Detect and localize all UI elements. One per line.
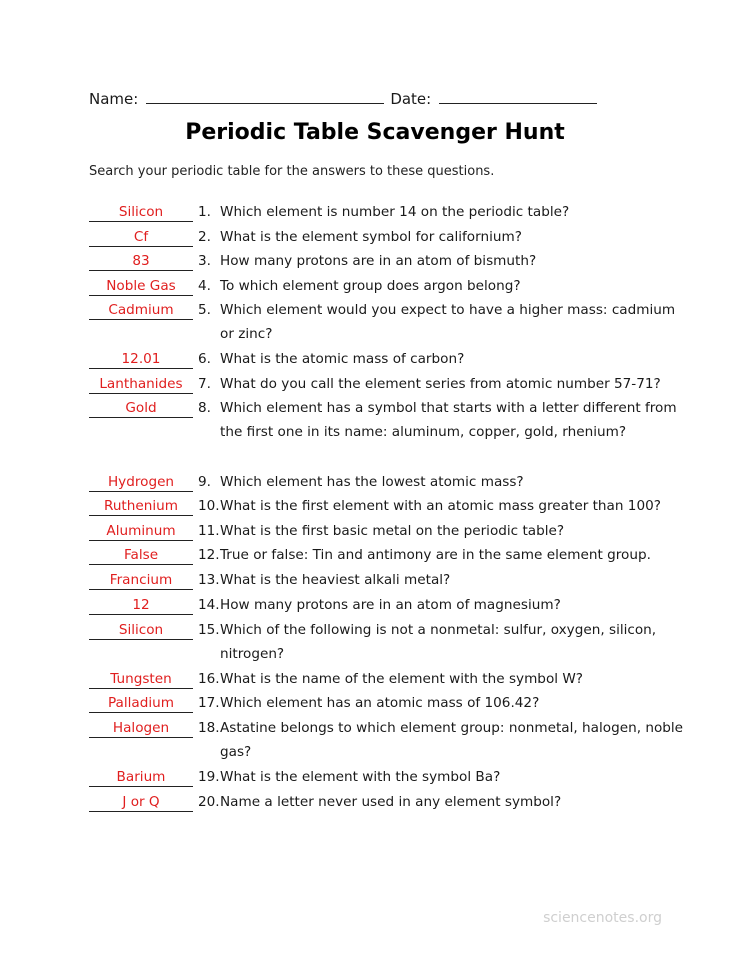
instructions: Search your periodic table for the answers to these questions. <box>89 164 495 179</box>
watermark: sciencenotes.org <box>543 910 662 926</box>
answer-blank[interactable]: J or Q <box>89 794 193 812</box>
question-number: 1. <box>198 204 211 220</box>
question-number: 10. <box>198 498 220 514</box>
question-text: What is the first basic metal on the periodic table? <box>220 523 565 539</box>
question-number: 12. <box>198 547 220 563</box>
question-text: Name a letter never used in any element symbol? <box>220 794 562 810</box>
answer-blank[interactable]: Silicon <box>89 204 193 222</box>
name-label: Name: <box>89 90 139 108</box>
answer-blank[interactable]: Gold <box>89 400 193 418</box>
answer-blank[interactable]: Aluminum <box>89 523 193 541</box>
question-number: 16. <box>198 671 220 687</box>
name-field[interactable] <box>146 88 384 104</box>
question-text: What is the name of the element with the symbol W? <box>220 671 584 687</box>
answer-blank[interactable]: Cadmium <box>89 302 193 320</box>
question-text: What is the first element with an atomic mass greater than 100? <box>220 498 661 514</box>
question-text: What is the atomic mass of carbon? <box>220 351 465 367</box>
question-number: 18. <box>198 720 220 736</box>
question-text: What is the element symbol for californium? <box>220 229 522 245</box>
question-number: 19. <box>198 769 220 785</box>
question-number: 7. <box>198 376 211 392</box>
answer-blank[interactable]: Hydrogen <box>89 474 193 492</box>
question-text: To which element group does argon belong? <box>220 278 521 294</box>
question-number: 14. <box>198 597 220 613</box>
answer-blank[interactable]: 12.01 <box>89 351 193 369</box>
question-text: Astatine belongs to which element group: nonmetal, halogen, noble gas? <box>220 720 684 761</box>
question-number: 17. <box>198 695 220 711</box>
question-number: 11. <box>198 523 220 539</box>
question-number: 9. <box>198 474 211 490</box>
answer-blank[interactable]: Cf <box>89 229 193 247</box>
answer-blank[interactable]: Francium <box>89 572 193 590</box>
answer-blank[interactable]: False <box>89 547 193 565</box>
question-number: 4. <box>198 278 211 294</box>
question-number: 15. <box>198 622 220 638</box>
header-line <box>89 88 603 108</box>
page-title: Periodic Table Scavenger Hunt <box>185 120 565 145</box>
question-text: Which element has a symbol that starts with a letter different from the first one in its name: aluminum, copper, gold, rhenium? <box>220 400 677 441</box>
question-text: True or false: Tin and antimony are in the same element group. <box>220 547 651 563</box>
question-number: 5. <box>198 302 211 318</box>
answer-blank[interactable]: Palladium <box>89 695 193 713</box>
date-field[interactable] <box>439 88 597 104</box>
question-number: 20. <box>198 794 220 810</box>
question-number: 2. <box>198 229 211 245</box>
question-number: 3. <box>198 253 211 269</box>
question-number: 13. <box>198 572 220 588</box>
answer-blank[interactable]: 83 <box>89 253 193 271</box>
question-text: Which element would you expect to have a higher mass: cadmium or zinc? <box>220 302 676 343</box>
question-number: 8. <box>198 400 211 416</box>
answer-blank[interactable]: Barium <box>89 769 193 787</box>
answer-blank[interactable]: Halogen <box>89 720 193 738</box>
answer-blank[interactable]: Silicon <box>89 622 193 640</box>
answer-blank[interactable]: 12 <box>89 597 193 615</box>
date-label: Date: <box>390 90 432 108</box>
answer-blank[interactable]: Ruthenium <box>89 498 193 516</box>
question-text: Which of the following is not a nonmetal: sulfur, oxygen, silicon, nitrogen? <box>220 622 657 663</box>
question-text: Which element is number 14 on the periodic table? <box>220 204 570 220</box>
answer-blank[interactable]: Noble Gas <box>89 278 193 296</box>
answer-blank[interactable]: Tungsten <box>89 671 193 689</box>
question-text: What is the heaviest alkali metal? <box>220 572 451 588</box>
question-text: Which element has the lowest atomic mass? <box>220 474 524 490</box>
question-text: Which element has an atomic mass of 106.42? <box>220 695 540 711</box>
question-text: What do you call the element series from atomic number 57-71? <box>220 376 661 392</box>
question-text: How many protons are in an atom of bismuth? <box>220 253 537 269</box>
question-number: 6. <box>198 351 211 367</box>
question-text: What is the element with the symbol Ba? <box>220 769 501 785</box>
question-text: How many protons are in an atom of magnesium? <box>220 597 561 613</box>
answer-blank[interactable]: Lanthanides <box>89 376 193 394</box>
